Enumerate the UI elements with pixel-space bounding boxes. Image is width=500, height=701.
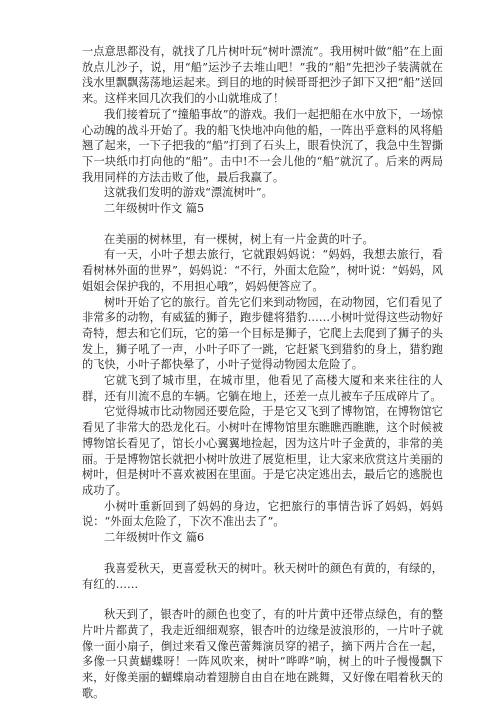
- paragraph: 这就我们发明的游戏“漂流树叶”。: [104, 186, 273, 200]
- paragraph: 我们接着玩了“撞船事故”的游戏。我们一起把船在水中放下，一场惊心动魄的战斗开始了。我的船飞快地冲向他的船，一阵出乎意料的风将船翘了起来，一下子把我的“船”打到了石头上，眼看快沉了，我急中生智撕下一块纸巾打向他的“船”。击中!不一会儿他的“船”就沉了。后来的两局我用同样的方法击败了他，最后我赢了。: [82, 107, 443, 184]
- paragraph: 在美丽的树林里，有一棵树，树上有一片金黄的叶子。: [104, 232, 374, 246]
- paragraph: 我喜爱秋天，更喜爱秋天的树叶。秋天树叶的颜色有黄的，有绿的，有红的……: [82, 561, 443, 591]
- paragraph: 它觉得城市比动物园还要危险，于是它又飞到了博物馆，在博物馆它看见了非常大的恐龙化石。小树叶在博物馆里东瞧瞧西瞧瞧，这个时候被博物馆长看见了，馆长小心翼翼地捡起，因为这片叶子金黄的，非常的美丽。于是博物馆长就把小树叶放进了展览柜里，让大家来欣赏这片美丽的树叶，但是树叶不喜欢被困在里面。于是它决定逃出去，最后它的逃脱也成功了。: [82, 405, 443, 497]
- paragraph: 秋天到了，银杏叶的颜色也变了，有的叶片黄中还带点绿色，有的整片叶片都黄了，我走近细细观察，银杏叶的边缘是波浪形的，一片叶子就像一面小扇子，倒过来看又像芭蕾舞演员穿的裙子，摘下两片合在一起，多像一只黄蝴蝶呀！一阵风吹来，树叶“哗哗”响，树上的叶子慢慢飘下来，好像美丽的蝴蝶扇动着翅膀自由自在地在跳舞，又好像在唱着秋天的歌。: [82, 608, 443, 700]
- paragraph: 它就飞到了城市里，在城市里，他看见了高楼大厦和来来往往的人群，还有川流不息的车辆。它躺在地上，还差一点儿被车子压成碎片了。: [82, 374, 443, 403]
- section-title: 二年级树叶作文 篇6: [104, 531, 205, 545]
- paragraph: 小树叶重新回到了妈妈的身边，它把旅行的事情告诉了妈妈，妈妈说：“外面太危险了，下次不准出去了”。: [82, 499, 443, 529]
- paragraph: 有一天，小叶子想去旅行，它就跟妈妈说：“妈妈，我想去旅行，看看树林外面的世界”，妈妈说：“不行，外面太危险”，树叶说：“妈妈，风姐姐会保护我的，不用担心哦”，妈妈便答应了。: [82, 248, 443, 293]
- section-title: 二年级树叶作文 篇5: [104, 202, 205, 216]
- paragraph: 树叶开始了它的旅行。首先它们来到动物园，在动物园，它们看见了非常多的动物，有威猛的狮子，跑步健将猎豹……小树叶觉得这些动物好奇特，想去和它们玩，它的第一个目标是狮子，它爬上去爬到了狮子的头发上，狮子吼了一声，小叶子吓了一跳，它赶紧飞到猎豹的身上，猎豹跑的飞快，小叶子都快晕了，小叶子觉得动物园太危险了。: [82, 295, 443, 372]
- paragraph: 一点意思都没有，就找了几片树叶玩“树叶漂流”。我用树叶做“船”在上面放点儿沙子，说，用“船”运沙子去堆山吧！”我的“船”先把沙子装满就在浅水里飘飘荡荡地运起来。到目的地的时候哥哥把沙子卸下又把“船”送回来。这样来回几次我们的小山就堆成了！: [82, 45, 443, 106]
